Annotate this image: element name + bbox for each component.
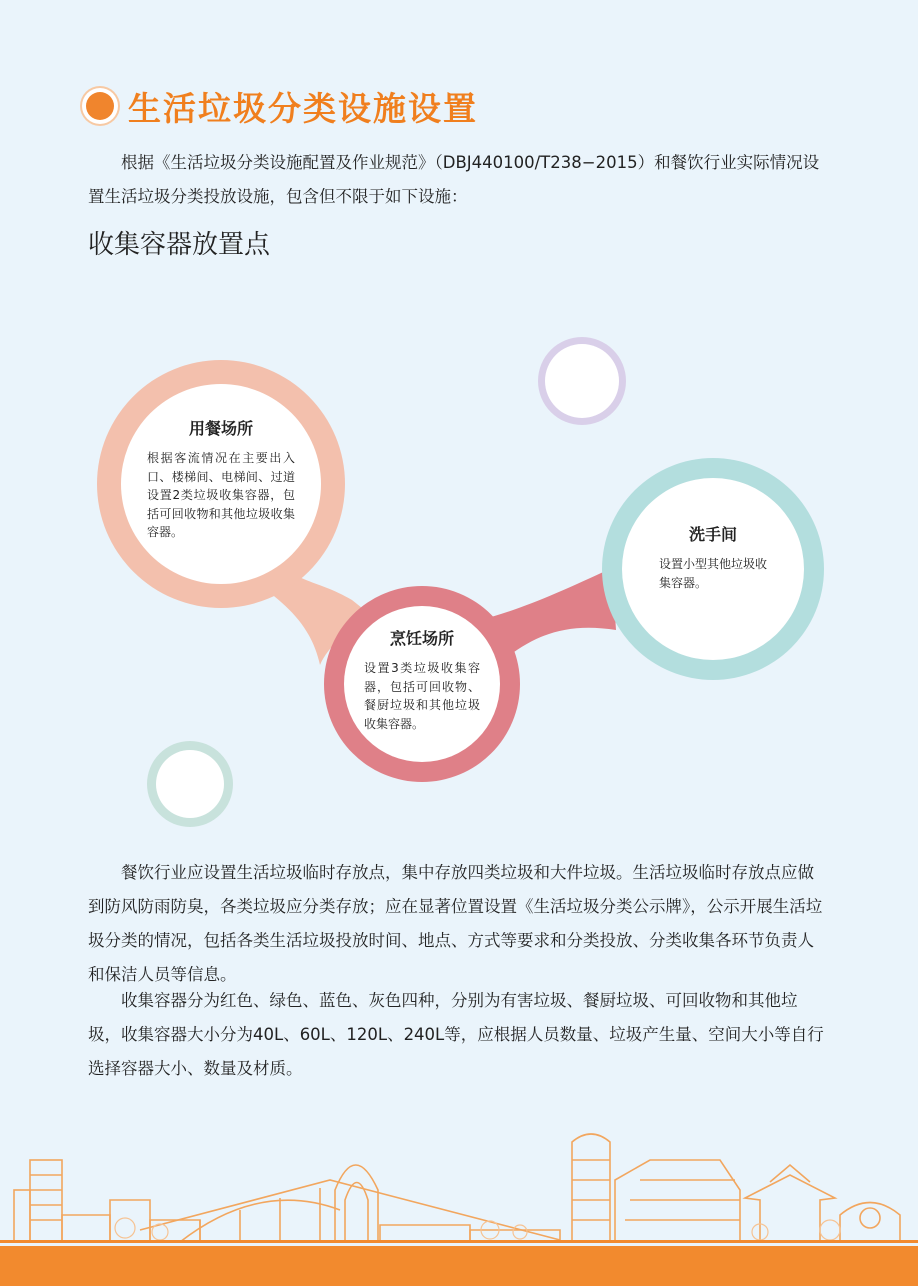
city-skyline-illustration [0, 1120, 918, 1245]
bubble-washroom [622, 478, 804, 660]
deco-circle-teal-inner [156, 750, 224, 818]
subheading: 收集容器放置点 [88, 230, 271, 260]
collection-points-diagram [0, 330, 918, 830]
dining-title: 用餐场所 [188, 419, 253, 438]
bullet-dot-icon [86, 92, 114, 120]
bubble-dining [121, 384, 321, 584]
cooking-title: 烹饪场所 [389, 629, 454, 648]
body-paragraph-1: 餐饮行业应设置生活垃圾临时存放点，集中存放四类垃圾和大件垃圾。生活垃圾临时存放点应做到防风防雨防臭，各类垃圾应分类存放；应在显著位置设置《生活垃圾分类公示牌》，公示开展生活垃圾分类的情况，包括各类生活垃圾投放时间、地点、方式等要求和分类投放、分类收集各环节负责人和保洁人员等信息。 [88, 863, 823, 984]
deco-circle-purple-inner [545, 344, 619, 418]
washroom-desc: 设置小型其他垃圾收集容器。 [659, 557, 768, 590]
dining-desc: 根据客流情况在主要出入口、楼梯间、电梯间、过道设置2类垃圾收集容器，包括可回收物和其他垃圾收集容器。 [147, 451, 295, 539]
section-title: 生活垃圾分类设施设置 [128, 88, 478, 128]
footer-divider [0, 1240, 918, 1243]
intro-paragraph: 根据《生活垃圾分类设施配置及作业规范》（DBJ440100/T238−2015）和餐饮行业实际情况设置生活垃圾分类投放设施，包含但不限于如下设施： [88, 153, 820, 206]
footer-bar [0, 1246, 918, 1286]
bubble-cooking [344, 606, 500, 762]
washroom-title: 洗手间 [688, 525, 737, 544]
body-paragraph-2: 收集容器分为红色、绿色、蓝色、灰色四种，分别为有害垃圾、餐厨垃圾、可回收物和其他垃圾，收集容器大小分为40L、60L、120L、240L等，应根据人员数量、垃圾产生量、空间大小等自行选择容器大小、数量及材质。 [88, 991, 824, 1078]
section-header [86, 80, 478, 132]
cooking-desc: 设置3类垃圾收集容器，包括可回收物、餐厨垃圾和其他垃圾收集容器。 [364, 661, 480, 731]
